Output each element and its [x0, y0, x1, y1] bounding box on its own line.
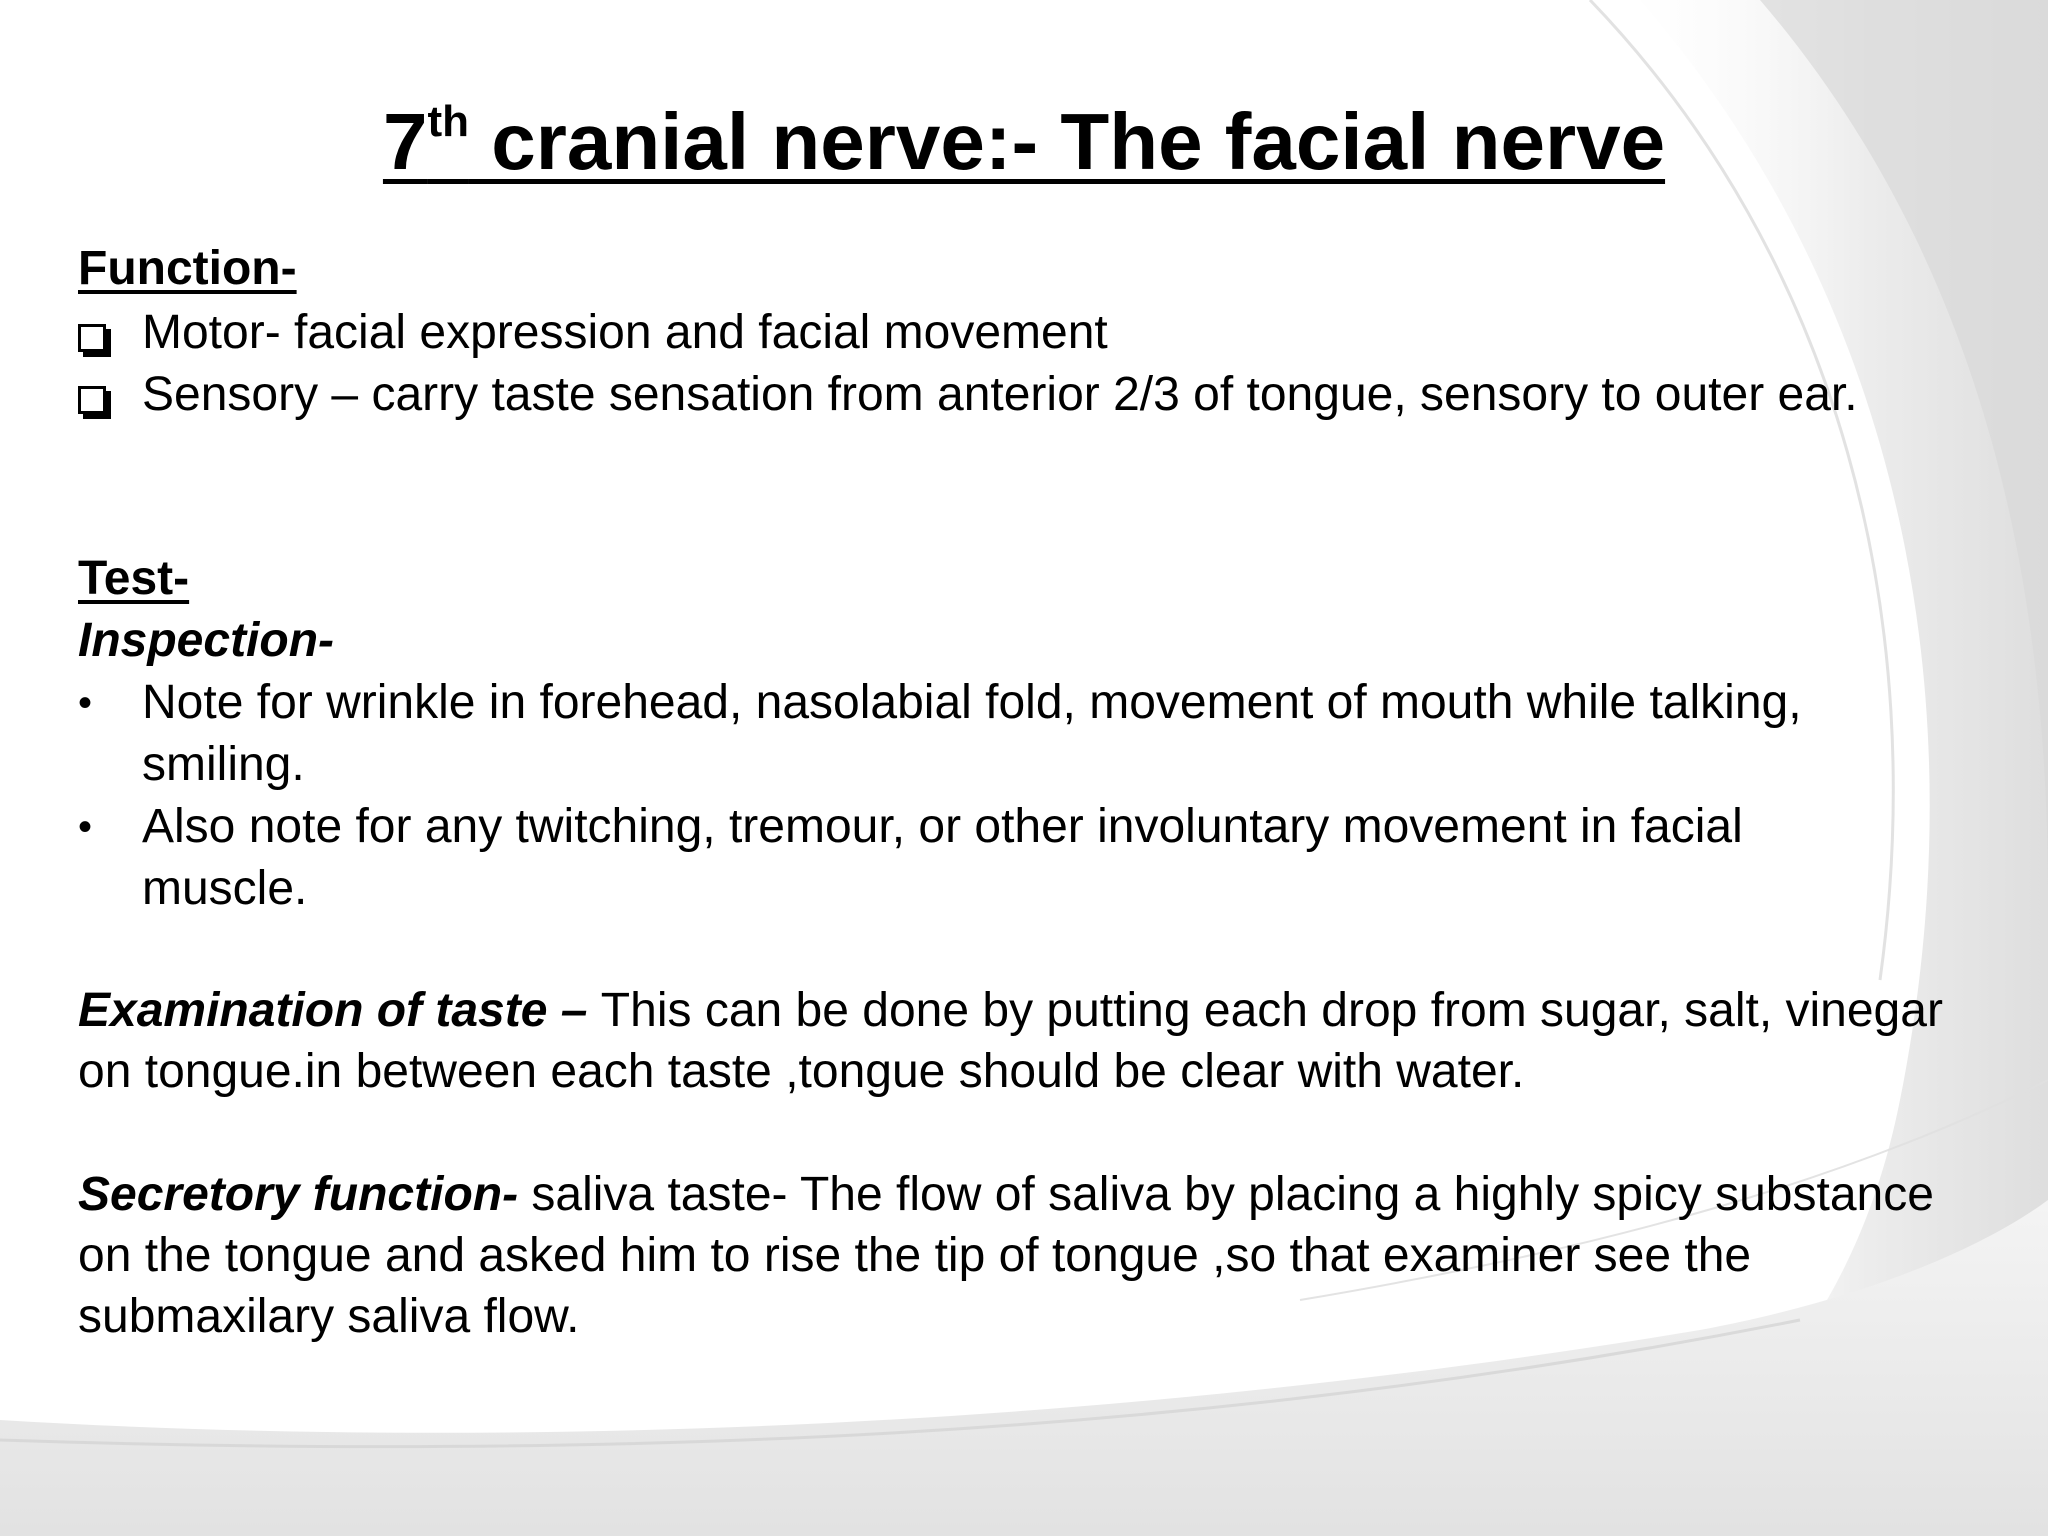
- test-heading: Test-: [78, 552, 190, 605]
- title-text: cranial nerve:- The facial nerve: [468, 97, 1666, 186]
- title-superscript: th: [427, 97, 469, 146]
- inspection-item-line: smiling.: [142, 738, 305, 791]
- taste-label: Examination of taste –: [78, 984, 601, 1037]
- bullet-icon: •: [78, 681, 93, 725]
- inspection-item-line: muscle.: [142, 862, 308, 915]
- inspection-item-line: Note for wrinkle in forehead, nasolabial fold, movement of mouth while talking,: [142, 676, 1802, 729]
- function-item-text: Sensory – carry taste sensation from anterior 2/3 of tongue, sensory to outer ear.: [142, 368, 1858, 421]
- checkbox-bullet-icon: [78, 302, 106, 364]
- function-heading: Function-: [78, 242, 297, 295]
- secretory-text: saliva taste- The flow of saliva by placing a highly spicy substance on the tongue and asked him to rise the tip of tongue ,so that examiner see the submaxilary saliva flow.: [78, 1168, 1934, 1343]
- taste-text: This can be done by putting each drop from sugar, salt, vinegar on tongue.in between each taste ,tongue should be clear with water.: [78, 984, 1943, 1098]
- taste-paragraph: [78, 980, 1978, 1102]
- checkbox-bullet-icon: [78, 364, 106, 426]
- function-item-text: Motor- facial expression and facial movement: [142, 306, 1108, 359]
- inspection-heading: Inspection-: [78, 614, 335, 667]
- inspection-item-line: Also note for any twitching, tremour, or other involuntary movement in facial: [142, 800, 1743, 853]
- slide-title: [0, 96, 2048, 188]
- secretory-paragraph: [78, 1164, 1978, 1347]
- bullet-icon: •: [78, 805, 93, 849]
- secretory-label: Secretory function-: [78, 1168, 532, 1221]
- title-number: 7: [382, 97, 428, 186]
